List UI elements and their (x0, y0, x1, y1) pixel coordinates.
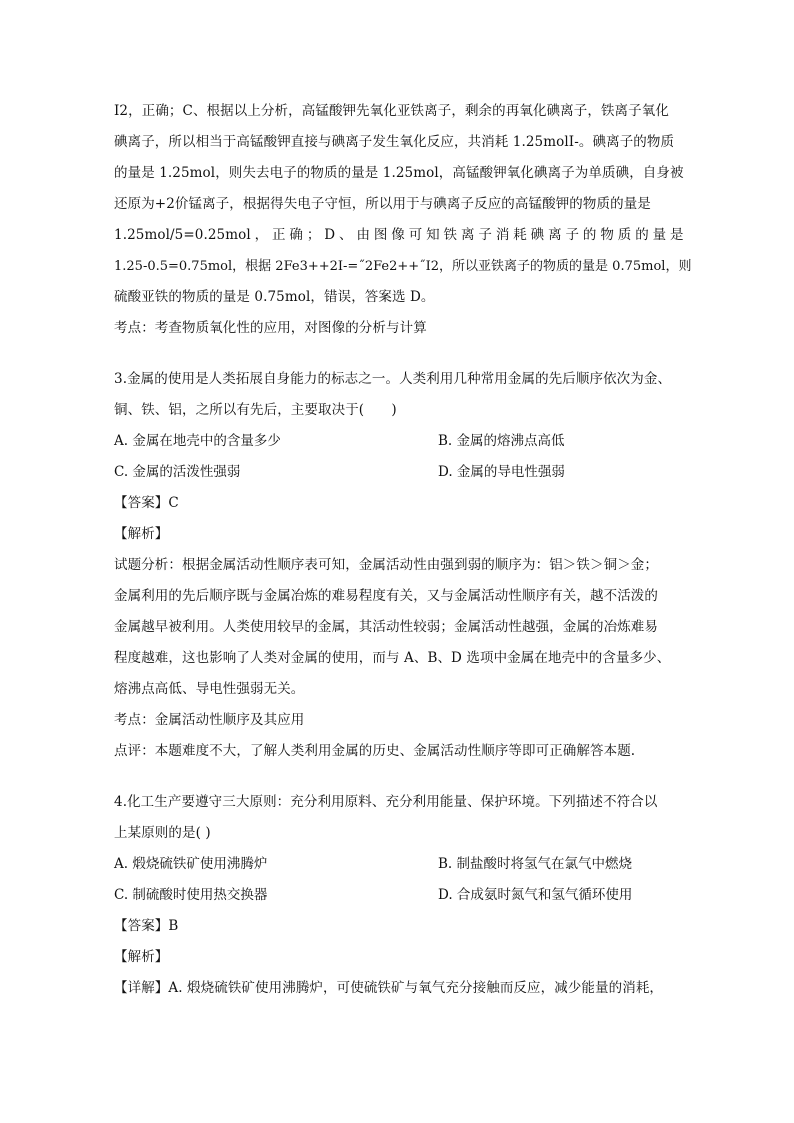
option-b: B. 制盐酸时将氢气在氯气中燃烧 (438, 856, 633, 872)
text-segment: 的 (635, 227, 649, 243)
text-segment: 量 (652, 227, 667, 243)
analysis-label: 【解析】 (114, 526, 169, 542)
question-stem-line: 上某原则的是( ) (114, 825, 211, 841)
text-segment: 离 (548, 227, 562, 243)
text-segment: 铁 (443, 227, 458, 243)
text-segment: 碘 (530, 227, 545, 243)
question-stem-line: 3.金属的使用是人类拓展自身能力的标志之一。人类利用几种常用金属的先后顺序依次为金、 (114, 371, 672, 387)
option-d: D. 合成氨时氮气和氢气循环使用 (438, 887, 633, 903)
text-line: 的量是 1.25mol，则失去电子的物质的量是 1.25mol，高锰酸钾氧化碘离子为单质碘，自身被 (114, 165, 684, 181)
question-stem-line: 铜、铁、铝，之所以有先后，主要取决于( ) (114, 402, 397, 418)
options-row (114, 457, 684, 488)
analysis-line: 金属利用的先后顺序既与金属冶炼的难易程度有关，又与金属活动性顺序有关，越不活泼的 (114, 588, 658, 604)
option-c: C. 金属的活泼性强弱 (114, 464, 241, 480)
question-3 (114, 364, 684, 767)
text-line: 还原为+2价锰离子，根据得失电子守恒，所以用于与碘离子反应的高锰酸钾的物质的量是 (114, 196, 651, 212)
option-d: D. 金属的导电性强弱 (438, 464, 565, 480)
answer-line: 【答案】B (114, 918, 179, 934)
text-segment: 1.25mol/5=0.25mol (114, 227, 251, 243)
text-segment: 图 (373, 227, 388, 243)
text-segment: 可 (408, 227, 423, 243)
q2-solution-continuation (114, 96, 692, 344)
option-a: A. 煅烧硫铁矿使用沸腾炉 (114, 856, 268, 872)
text-segment: 确 (289, 227, 304, 243)
option-b: B. 金属的熔沸点高低 (438, 433, 565, 449)
detail-line: 【详解】A. 煅烧硫铁矿使用沸腾炉，可使硫铁矿与氧气充分接触而反应，减少能量的消耗， (114, 980, 664, 996)
text-segment: 知 (426, 227, 440, 243)
text-segment: 离 (460, 227, 475, 243)
answer-line: 【答案】C (114, 495, 179, 511)
question-4 (114, 787, 684, 1004)
section-gap (114, 767, 684, 787)
text-segment: 子 (478, 227, 492, 243)
text-line: 1.25-0.5=0.75mol，根据 2Fe3++2I-=˝2Fe2++˝I2，所以亚铁离子的物质的量是 0.75mol，则 (114, 259, 692, 274)
text-line: 碘离子，所以相当于高锰酸钾直接与碘离子发生氧化反应，共消耗 1.25molI-。碘离子的物质 (114, 134, 675, 150)
text-segment: 由 (356, 227, 371, 243)
text-segment: 质 (617, 227, 632, 243)
text-segment: ； (306, 227, 321, 243)
text-line: 硫酸亚铁的物质的量是 0.75mol，错误，答案选 D。 (114, 289, 435, 305)
justified-text-line (114, 220, 684, 251)
text-segment: 是 (670, 227, 684, 243)
analysis-label: 【解析】 (114, 949, 169, 965)
analysis-line: 试题分析：根据金属活动性顺序表可知，金属活动性由强到弱的顺序为：铝＞铁＞铜＞金； (114, 557, 658, 573)
analysis-line: 金属越早被利用。人类使用较早的金属，其活动性较弱；金属活动性越强，金属的冶炼难易 (114, 619, 658, 635)
section-gap (114, 344, 684, 364)
analysis-line: 程度越难，这也影响了人类对金属的使用，而与 A、B、D 选项中金属在地壳中的含量多少、 (114, 650, 671, 666)
page-content (114, 96, 692, 1004)
text-segment: 物 (600, 227, 614, 243)
dianping-line: 点评：本题难度不大，了解人类利用金属的历史、金属活动性顺序等即可正确解答本题. (114, 743, 636, 759)
text-segment: 、 (339, 227, 353, 243)
text-segment: ， (254, 227, 269, 243)
options-row (114, 849, 684, 880)
question-stem-line: 4.化工生产要遵守三大原则：充分利用原料、充分利用能量、保护环境。下列描述不符合以 (114, 794, 658, 810)
options-row (114, 880, 684, 911)
text-segment: 消 (495, 227, 510, 243)
text-line: I2，正确；C、根据以上分析，高锰酸钾先氧化亚铁离子，剩余的再氧化碘离子，铁离子氧化 (114, 103, 669, 119)
text-segment: 的 (582, 227, 597, 243)
analysis-line: 熔沸点高低、导电性强弱无关。 (114, 681, 305, 697)
text-segment: D (324, 227, 336, 243)
text-segment: 子 (565, 227, 580, 243)
text-segment: 耗 (513, 227, 527, 243)
text-segment: 像 (391, 227, 405, 243)
options-row (114, 426, 684, 457)
option-c: C. 制硫酸时使用热交换器 (114, 887, 268, 903)
kaodian-line: 考点：考查物质氧化性的应用，对图像的分析与计算 (114, 320, 427, 336)
option-a: A. 金属在地壳中的含量多少 (114, 433, 281, 449)
kaodian-line: 考点：金属活动性顺序及其应用 (114, 712, 305, 728)
text-segment: 正 (272, 227, 286, 243)
